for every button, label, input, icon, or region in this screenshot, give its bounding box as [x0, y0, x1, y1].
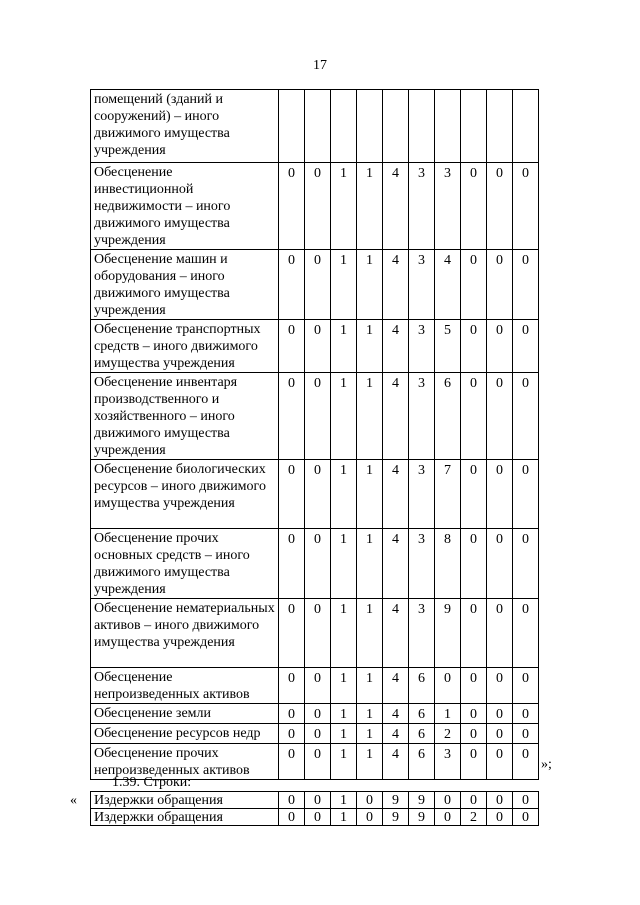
code-digit: 0 [357, 809, 383, 826]
table-row [91, 704, 539, 724]
code-digit: 0 [279, 724, 305, 744]
code-digit: 3 [435, 744, 461, 780]
code-digit [357, 90, 383, 163]
code-digit: 0 [513, 744, 539, 780]
table-row [91, 373, 539, 460]
code-digit: 0 [305, 373, 331, 460]
code-digit: 0 [305, 792, 331, 809]
table-row [91, 460, 539, 529]
code-digit: 1 [357, 250, 383, 320]
code-digit: 4 [383, 163, 409, 250]
code-digit [461, 90, 487, 163]
code-digit: 1 [331, 809, 357, 826]
code-digit: 0 [487, 599, 513, 668]
code-digit: 0 [461, 529, 487, 599]
opening-quote: « [70, 793, 77, 808]
code-digit: 0 [487, 809, 513, 826]
table-row [91, 809, 539, 826]
code-digit: 1 [357, 668, 383, 704]
row-name: Обесценение биологических ресурсов – иного движимого имущества учреждения [91, 460, 279, 529]
closing-quote: »; [541, 757, 552, 772]
code-digit: 0 [461, 704, 487, 724]
code-digit [279, 90, 305, 163]
code-digit: 0 [487, 724, 513, 744]
code-digit: 3 [409, 250, 435, 320]
page-number: 17 [313, 58, 327, 73]
code-digit: 9 [409, 809, 435, 826]
row-name: Обесценение прочих основных средств – иного движимого имущества учреждения [91, 529, 279, 599]
code-digit: 0 [487, 704, 513, 724]
row-name: Обесценение транспортных средств – иного движимого имущества учреждения [91, 320, 279, 373]
code-digit: 3 [409, 373, 435, 460]
code-digit: 0 [279, 599, 305, 668]
code-digit: 0 [435, 809, 461, 826]
code-digit: 0 [435, 668, 461, 704]
code-digit: 0 [461, 163, 487, 250]
code-digit: 0 [513, 320, 539, 373]
code-digit: 3 [409, 320, 435, 373]
code-digit: 0 [487, 373, 513, 460]
code-digit: 7 [435, 460, 461, 529]
code-digit: 0 [513, 599, 539, 668]
code-digit: 1 [331, 373, 357, 460]
codes-table [90, 89, 539, 780]
code-digit: 0 [279, 744, 305, 780]
code-digit: 1 [331, 529, 357, 599]
code-digit: 0 [513, 792, 539, 809]
code-digit: 4 [383, 668, 409, 704]
code-digit: 0 [513, 704, 539, 724]
code-digit: 1 [357, 373, 383, 460]
code-digit: 0 [279, 704, 305, 724]
code-digit: 0 [461, 792, 487, 809]
code-digit: 6 [409, 724, 435, 744]
code-digit: 0 [279, 373, 305, 460]
code-digit: 4 [383, 704, 409, 724]
code-digit: 0 [513, 250, 539, 320]
code-digit: 1 [357, 599, 383, 668]
code-digit: 4 [383, 373, 409, 460]
code-digit: 8 [435, 529, 461, 599]
code-digit: 0 [513, 809, 539, 826]
code-digit: 9 [383, 809, 409, 826]
code-digit: 1 [331, 668, 357, 704]
code-digit: 0 [279, 792, 305, 809]
code-digit: 3 [409, 599, 435, 668]
code-digit: 0 [305, 163, 331, 250]
code-digit: 0 [513, 668, 539, 704]
code-digit: 9 [435, 599, 461, 668]
table-row [91, 250, 539, 320]
code-digit: 0 [279, 460, 305, 529]
code-digit: 9 [383, 792, 409, 809]
code-digit: 1 [331, 744, 357, 780]
code-digit: 0 [461, 250, 487, 320]
row-name: Обесценение непроизведенных активов [91, 668, 279, 704]
code-digit: 1 [331, 320, 357, 373]
code-digit: 0 [513, 460, 539, 529]
row-name: Обесценение прочих непроизведенных активов [91, 744, 279, 780]
code-digit: 0 [279, 809, 305, 826]
row-name: Обесценение земли [91, 704, 279, 724]
code-digit: 0 [487, 792, 513, 809]
code-digit: 0 [487, 668, 513, 704]
code-digit: 1 [357, 724, 383, 744]
code-digit: 0 [435, 792, 461, 809]
code-digit: 6 [409, 744, 435, 780]
code-digit: 1 [331, 599, 357, 668]
code-digit: 1 [331, 792, 357, 809]
code-digit: 1 [357, 460, 383, 529]
code-digit: 3 [435, 163, 461, 250]
code-digit [435, 90, 461, 163]
code-digit: 4 [383, 460, 409, 529]
code-digit [331, 90, 357, 163]
code-digit: 9 [409, 792, 435, 809]
code-digit: 0 [305, 704, 331, 724]
code-digit: 0 [461, 724, 487, 744]
row-name: Обесценение инвестиционной недвижимости – иного движимого имущества учреждения [91, 163, 279, 250]
code-digit: 4 [383, 529, 409, 599]
code-digit: 0 [305, 529, 331, 599]
code-digit: 0 [461, 599, 487, 668]
code-digit: 1 [331, 250, 357, 320]
code-digit: 4 [383, 599, 409, 668]
code-digit: 6 [435, 373, 461, 460]
code-digit: 4 [383, 724, 409, 744]
code-digit: 1 [331, 460, 357, 529]
code-digit: 0 [461, 668, 487, 704]
code-digit [305, 90, 331, 163]
code-digit: 2 [435, 724, 461, 744]
code-digit: 1 [331, 704, 357, 724]
code-digit [409, 90, 435, 163]
code-digit: 0 [513, 529, 539, 599]
code-digit: 0 [305, 320, 331, 373]
code-digit: 0 [513, 724, 539, 744]
code-digit: 0 [461, 460, 487, 529]
code-digit: 0 [305, 724, 331, 744]
code-digit: 5 [435, 320, 461, 373]
code-digit: 0 [487, 320, 513, 373]
code-digit: 1 [357, 320, 383, 373]
row-name: Обесценение ресурсов недр [91, 724, 279, 744]
code-digit: 0 [487, 163, 513, 250]
code-digit: 0 [305, 250, 331, 320]
code-digit: 1 [357, 744, 383, 780]
code-digit: 6 [409, 704, 435, 724]
table-row [91, 163, 539, 250]
code-digit: 1 [357, 704, 383, 724]
table-row [91, 90, 539, 163]
code-digit: 0 [305, 668, 331, 704]
code-digit: 4 [383, 320, 409, 373]
code-digit: 0 [305, 744, 331, 780]
code-digit: 4 [383, 744, 409, 780]
code-digit: 0 [487, 529, 513, 599]
code-digit: 3 [409, 529, 435, 599]
code-digit: 4 [435, 250, 461, 320]
code-digit: 0 [487, 460, 513, 529]
code-digit: 0 [305, 809, 331, 826]
code-digit: 1 [435, 704, 461, 724]
code-digit: 1 [357, 529, 383, 599]
code-digit: 0 [279, 529, 305, 599]
row-name: помещений (зданий и сооружений) – иного движимого имущества учреждения [91, 90, 279, 163]
code-digit: 1 [331, 724, 357, 744]
code-digit: 0 [305, 460, 331, 529]
code-digit: 2 [461, 809, 487, 826]
code-digit: 0 [279, 668, 305, 704]
table-row [91, 529, 539, 599]
code-digit: 0 [357, 792, 383, 809]
table-row [91, 320, 539, 373]
code-digit: 0 [513, 373, 539, 460]
row-name: Обесценение машин и оборудования – иного движимого имущества учреждения [91, 250, 279, 320]
table-row [91, 724, 539, 744]
code-digit: 0 [305, 599, 331, 668]
code-digit: 1 [357, 163, 383, 250]
code-digit: 0 [461, 744, 487, 780]
code-digit: 3 [409, 460, 435, 529]
row-name: Обесценение инвентаря производственного и хозяйственного – иного движимого имущества учреждения [91, 373, 279, 460]
code-digit [513, 90, 539, 163]
code-digit [383, 90, 409, 163]
table-row [91, 792, 539, 809]
section-caption: 1.39. Строки: [112, 775, 192, 790]
row-name: Издержки обращения [91, 792, 279, 809]
code-digit: 0 [279, 163, 305, 250]
code-digit: 0 [461, 373, 487, 460]
rows-table [90, 791, 539, 826]
code-digit: 0 [487, 250, 513, 320]
code-digit [487, 90, 513, 163]
code-digit: 0 [487, 744, 513, 780]
table-row [91, 668, 539, 704]
table-row [91, 599, 539, 668]
row-name: Обесценение нематериальных активов – иного движимого имущества учреждения [91, 599, 279, 668]
code-digit: 1 [331, 163, 357, 250]
code-digit: 6 [409, 668, 435, 704]
code-digit: 3 [409, 163, 435, 250]
row-name: Издержки обращения [91, 809, 279, 826]
code-digit: 0 [513, 163, 539, 250]
code-digit: 0 [279, 250, 305, 320]
code-digit: 4 [383, 250, 409, 320]
code-digit: 0 [279, 320, 305, 373]
code-digit: 0 [461, 320, 487, 373]
